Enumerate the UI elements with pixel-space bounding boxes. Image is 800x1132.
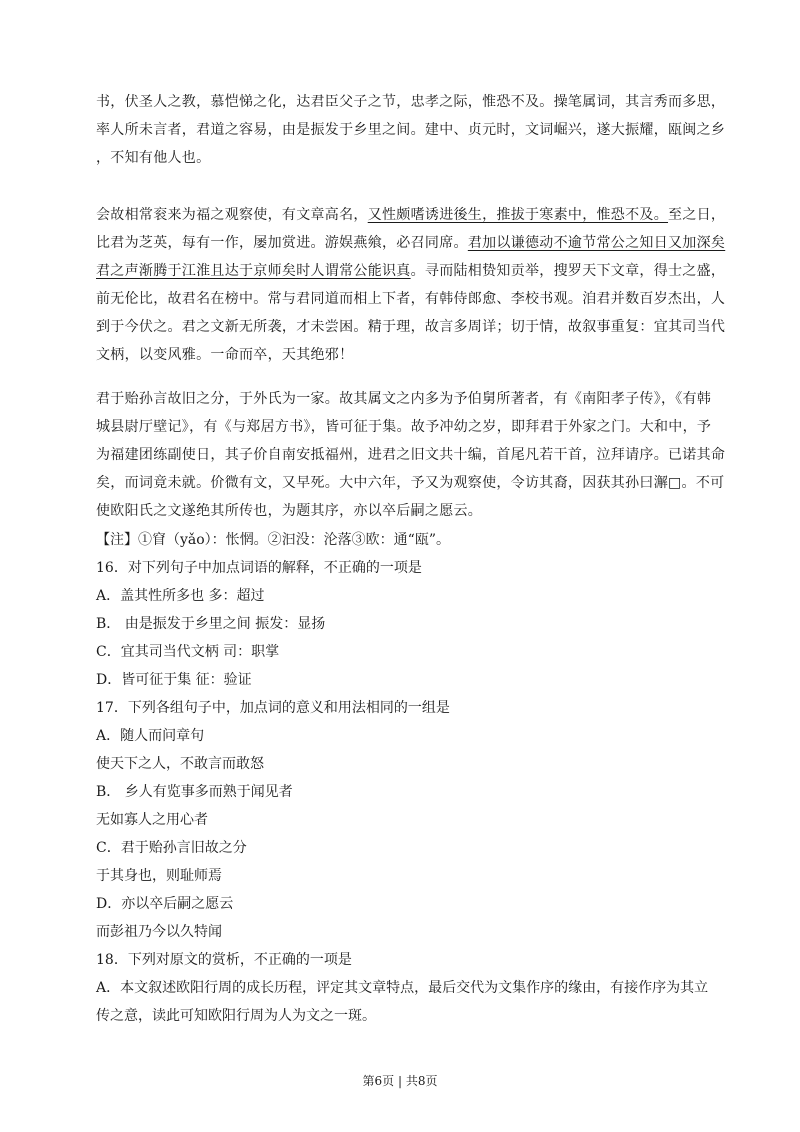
question-17-stem: 17．下列各组句子中，加点词的意义和用法相同的一组是 [96,700,450,716]
question-16-option-a: A．盖其性所多也 多：超过 [96,588,265,604]
text-line [96,229,726,257]
question-16-option-d: D．皆可征于集 征：验证 [96,672,252,688]
question-16-option-b: B． 由是振发于乡里之间 振发：显扬 [96,616,326,632]
text-segment: 会故相常衮来为福之观察使，有文章高名， [96,207,368,223]
annotation-note: 【注】①窅（yǎo）：怅惘。②汩没：沦落③欧：通“瓯”。 [96,532,450,548]
question-17-option-b: B． 乡人有览事多而熟于闻见者 [96,784,293,800]
passage-paragraph-3 [96,385,726,525]
question-17-option-c: C．君于贻孙言旧故之分 [96,840,247,856]
question-17-option-a: A．随人而问章句 [96,728,205,744]
text-line: 到于今伏之。君之文新无所袭，才未尝困。精于理，故言多周详；切于情，故叙事重复：宜其司当代 [96,319,726,335]
question-17-option-d: D．亦以卒后嗣之愿云 [96,896,234,912]
text-line: 君于贻孙言故旧之分，于外氏为一家。故其属文之内多为予伯舅所著者，有《南阳孝子传》，《有韩 [96,391,712,407]
question-18-option-a-cont: 传之意，读此可知欧阳行周为人为文之一斑。 [96,1008,376,1024]
underlined-sentence: 君之声渐腾于江淮且达于京师矣时人谓常公能识真 [96,263,411,279]
text-line: 使欧阳氏之文遂绝其所传也，为题其序，亦以卒后嗣之愿云。 [96,503,483,519]
text-line: 为福建团练副使日，其子价自南安抵福州，进君之旧文共十编，首尾凡若干首，泣拜请序。已诺其命 [96,447,726,463]
question-18-stem: 18．下列对原文的赏析，不正确的一项是 [96,952,352,968]
question-17-option-b-pair: 无如寡人之用心者 [96,812,208,828]
underlined-sentence: 又性颇嗜诱进後生，推拔于寒素中，惟恐不及。 [367,207,669,223]
text-line [96,257,726,285]
text-line: 城县尉厅壁记》，有《与郑居方书》，皆可征于集。故予冲幼之岁，即拜君于外家之门。大和中，予 [96,419,712,435]
question-17-option-d-pair: 而彭祖乃今以久特闻 [96,924,222,940]
text-line: 书，伏圣人之教，慕恺悌之化，达君臣父子之节，忠孝之际，惟恐不及。操笔属词，其言秀而多思， [96,94,726,110]
passage-paragraph-2 [96,201,726,369]
question-17-option-a-pair: 使天下之人，不敢言而敢怒 [96,756,264,772]
page-footer: 第6页 | 共8页 [362,1074,438,1088]
text-segment: 至之日， [668,207,726,223]
text-line: 文柄，以变风雅。一命而卒，天其绝邪！ [96,347,354,363]
text-line: 矣，而词竟未就。价微有文，又早死。大中六年，予又为观察使，令访其裔，因获其孙曰澥□。不可 [96,475,725,491]
text-line: ，不知有他人也。 [96,150,211,166]
question-16-option-c: C．宜其司当代文柄 司：职掌 [96,644,280,660]
question-16-stem: 16．对下列句子中加点词语的解释，不正确的一项是 [96,560,422,576]
text-segment: 比君为芝英，每有一作，屡加赏进。游娱燕飨，必召同席。 [96,235,468,251]
question-18-option-a: A．本文叙述欧阳行周的成长历程，评定其文章特点，最后交代为文集作序的缘由，有接作序为其立 [96,980,709,996]
underlined-sentence: 君加以谦德动不逾节常公之知日又加深矣 [467,235,726,251]
text-line [96,201,726,229]
text-segment: 。寻而陆相贽知贡举，搜罗天下文章，得士之盛， [410,263,726,279]
passage-paragraph-1 [96,88,726,172]
question-17-option-c-pair: 于其身也，则耻师焉 [96,868,222,884]
text-line: 前无伦比，故君名在榜中。常与君同道而相上下者，有韩侍郎愈、李校书观。洎君并数百岁杰出，人 [96,291,726,307]
text-line: 率人所未言者，君道之容易，由是振发于乡里之间。建中、贞元时，文词崛兴，遂大振耀，瓯闽之乡 [96,122,726,138]
